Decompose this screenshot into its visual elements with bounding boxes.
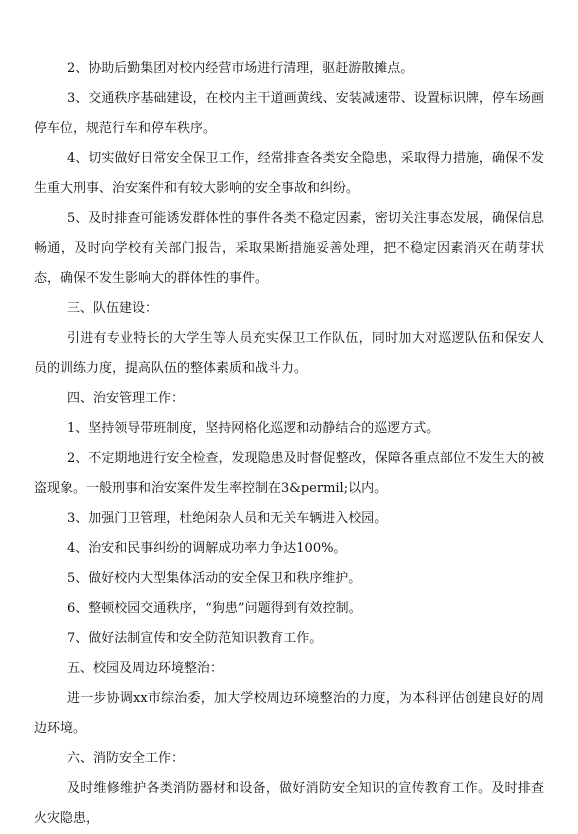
- document-body: [34, 54, 544, 834]
- paragraph-order-item-2: 2、不定期地进行安全检查，发现隐患及时督促整改，保障各重点部位不发生大的被盗现象。一般刑事和治安案件发生率控制在3&permil;以内。: [34, 451, 544, 496]
- section-heading-public-order: 四、治安管理工作：: [67, 391, 185, 406]
- section-heading-campus-environment: 五、校园及周边环境整治：: [67, 661, 224, 676]
- paragraph-order-item-1: 1、坚持领导带班制度，坚持网格化巡逻和动静结合的巡逻方式。: [67, 421, 440, 436]
- paragraph-team-building: 引进有专业特长的大学生等人员充实保卫工作队伍，同时加大对巡逻队伍和保安人员的训练力度，提高队伍的整体素质和战斗力。: [34, 331, 544, 376]
- paragraph-item-4-daily-security: 4、切实做好日常安全保卫工作，经常排查各类安全隐患，采取得力措施，确保不发生重大刑事、治安案件和有较大影响的安全事故和纠纷。: [34, 151, 544, 196]
- paragraph-order-item-5: 5、做好校内大型集体活动的安全保卫和秩序维护。: [67, 571, 362, 586]
- paragraph-item-2-market-cleanup: 2、协助后勤集团对校内经营市场进行清理，驱赶游散摊点。: [67, 61, 414, 76]
- paragraph-order-item-6: 6、整顿校园交通秩序，“狗患”问题得到有效控制。: [67, 601, 362, 616]
- paragraph-order-item-3: 3、加强门卫管理，杜绝闲杂人员和无关车辆进入校园。: [67, 511, 388, 526]
- paragraph-campus-environment: 进一步协调xx市综治委，加大学校周边环境整治的力度，为本科评估创建良好的周边环境。: [34, 691, 544, 736]
- paragraph-fire-safety: 及时维修维护各类消防器材和设备，做好消防安全知识的宣传教育工作。及时排查火灾隐患，: [34, 781, 544, 826]
- paragraph-item-5-instability-factors: 5、及时排查可能诱发群体性的事件各类不稳定因素，密切关注事态发展，确保信息畅通，及时向学校有关部门报告，采取果断措施妥善处理，把不稳定因素消灭在萌芽状态，确保不发生影响大的群体性的事件。: [34, 211, 544, 286]
- paragraph-order-item-4: 4、治安和民事纠纷的调解成功率力争达100%。: [67, 541, 347, 556]
- section-heading-fire-safety: 六、消防安全工作：: [67, 751, 185, 766]
- paragraph-order-item-7: 7、做好法制宣传和安全防范知识教育工作。: [67, 631, 323, 646]
- paragraph-item-3-traffic-infrastructure: 3、交通秩序基础建设，在校内主干道画黄线、安装减速带、设置标识牌，停车场画停车位，规范行车和停车秩序。: [34, 91, 544, 136]
- section-heading-team-building: 三、队伍建设：: [67, 301, 159, 316]
